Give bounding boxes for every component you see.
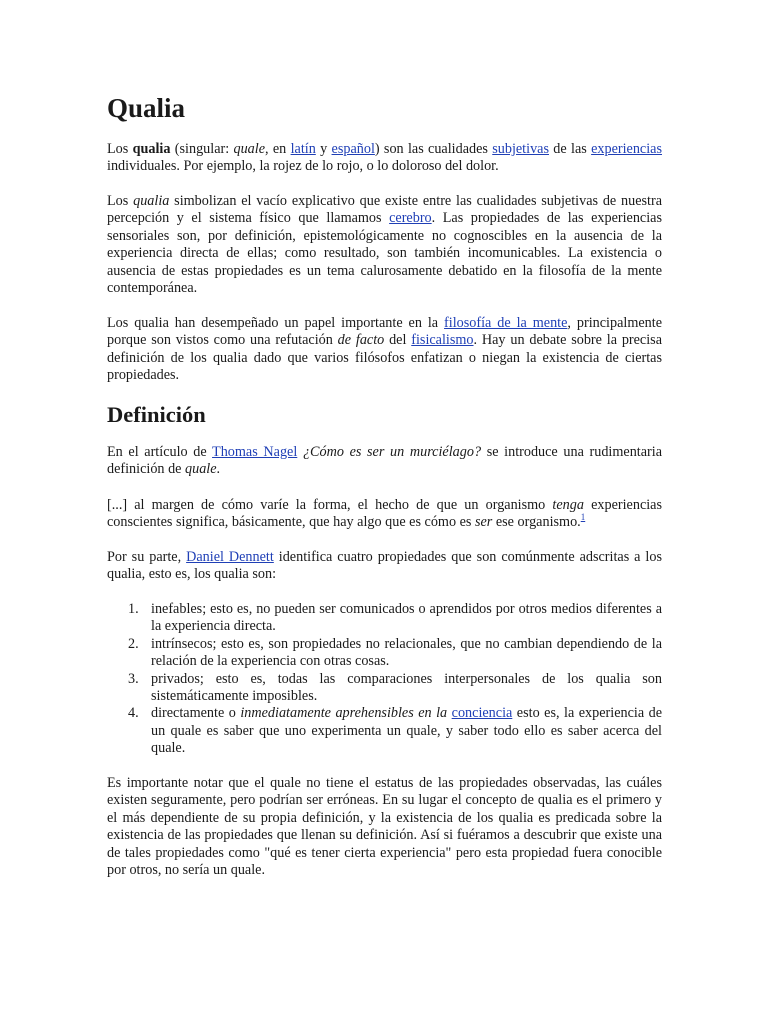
italic-term: inmediatamente aprehensibles en la (240, 705, 448, 722)
text: (singular: (170, 141, 234, 157)
text: de las (548, 141, 592, 157)
text: Los (107, 141, 133, 157)
text: del (384, 332, 412, 349)
text: , en (265, 141, 291, 157)
link-espanol[interactable]: español (331, 141, 375, 157)
text: esto es, la experiencia de un quale es saber que uno experimenta un quale, y saber todo ello es saber acerca del quale. (151, 705, 663, 757)
text: se introduce una rudimentaria definición de (107, 444, 662, 478)
italic-term: qualia (133, 193, 170, 209)
link-thomas-nagel[interactable]: Thomas Nagel (212, 444, 298, 460)
footnote-link[interactable]: 1 (580, 512, 586, 523)
italic-term: quale (185, 461, 217, 478)
link-latin[interactable]: latín (290, 141, 316, 157)
italic-term: quale (233, 141, 266, 157)
text: Los (107, 193, 134, 209)
paragraph-dennett (107, 549, 662, 584)
text: simbolizan el vacío explicativo que existe entre las cualidades subjetivas de nuestra percepción y el sistema físico que llamamos (107, 193, 663, 227)
text: Por su parte, (107, 549, 187, 565)
bold-term: qualia (132, 141, 171, 157)
italic-term: de facto (337, 332, 385, 349)
text: [...] al margen de cómo varíe la forma, el hecho de que un organismo (107, 497, 553, 513)
text: . Hay un debate sobre la precisa definición de los qualia dado que varios filósofos enfatizan o niegan la existencia de ciertas propiedades. (107, 332, 662, 384)
list-item (107, 705, 662, 757)
list-item (107, 601, 662, 636)
page-title: Qualia (107, 93, 186, 123)
italic-term: ¿Cómo es ser un murciélago? (302, 444, 482, 460)
link-experiencias[interactable]: experiencias (591, 141, 662, 157)
list-item (107, 636, 662, 671)
italic-term: ser (474, 514, 493, 531)
text: . Las propiedades de las experiencias sensoriales son, por definición, epistemológicamente no cognoscibles en la ausencia de la experiencia directa de ellas; como resultado, son también incomunicables. La existencia o ausencia de estas propiedades es un tema calurosamente debatido en la filosofía de la mente contemporánea. (107, 210, 662, 297)
text: , principalmente porque son vistos como una refutación (107, 315, 662, 349)
text: identifica cuatro propiedades que son comúnmente adscritas a los qualia, esto es, los qualia son: (107, 549, 662, 583)
link-fisicalismo[interactable]: fisicalismo (411, 332, 474, 349)
italic-term: tenga (552, 497, 584, 513)
list-item-text: privados; esto es, todas las comparaciones interpersonales de los qualia son sistemáticamente imposibles. (151, 670, 662, 705)
text: individuales. Por ejemplo, la rojez de lo rojo, o lo doloroso del dolor. (107, 158, 499, 175)
list-number: 4. (128, 705, 139, 722)
list-item (107, 671, 662, 706)
paragraph-nagel (107, 444, 662, 479)
list-item-text: directamente o (151, 705, 241, 722)
link-conciencia[interactable]: conciencia (451, 705, 513, 722)
quote-paragraph (107, 497, 662, 532)
paragraph-vacio-explicativo (107, 193, 662, 297)
intro-paragraph (107, 141, 662, 176)
text: Los qualia han desempeñado un papel importante en la (107, 315, 445, 331)
section-heading-definicion: Definición (107, 402, 206, 427)
text: . (216, 461, 221, 478)
list-item-text: inefables; esto es, no pueden ser comunicados o aprendidos por otros medios diferentes a la experiencia directa. (151, 601, 662, 635)
list-number: 2. (128, 635, 139, 652)
link-filosofia-de-la-mente[interactable]: filosofía de la mente (444, 315, 568, 331)
text: En el artículo de (107, 444, 213, 460)
text: experiencias conscientes significa, básicamente, que hay algo que es cómo es (107, 497, 662, 531)
text: ese organismo. (492, 514, 581, 531)
list-number: 3. (128, 670, 139, 687)
text: ) son las cualidades (374, 141, 493, 157)
link-daniel-dennett[interactable]: Daniel Dennett (186, 549, 274, 565)
list-number: 1. (128, 601, 139, 617)
link-cerebro[interactable]: cerebro (389, 210, 432, 227)
list-item-text: intrínsecos; esto es, son propiedades no relacionales, que no cambian dependiendo de la relación de la experiencia con otras cosas. (151, 635, 662, 670)
properties-list (107, 601, 662, 758)
paragraph-filosofia (107, 315, 662, 385)
link-subjetivas[interactable]: subjetivas (492, 141, 549, 157)
text: y (315, 141, 332, 157)
paragraph-estatus: Es importante notar que el quale no tiene el estatus de las propiedades observadas, las cuáles existen seguramente, pero podrían ser erróneas. En su lugar el concepto de qualia es el primero y el más dependiente de su propia definición, y la existencia de los qualia es predicada sobre la existencia de las propiedades que llenan su definición. Así si fuéramos a descubrir que existe una de tales propiedades como "qué es tener cierta experiencia" pero esta propiedad fuera conocible por otros, no sería un quale. (107, 775, 662, 879)
